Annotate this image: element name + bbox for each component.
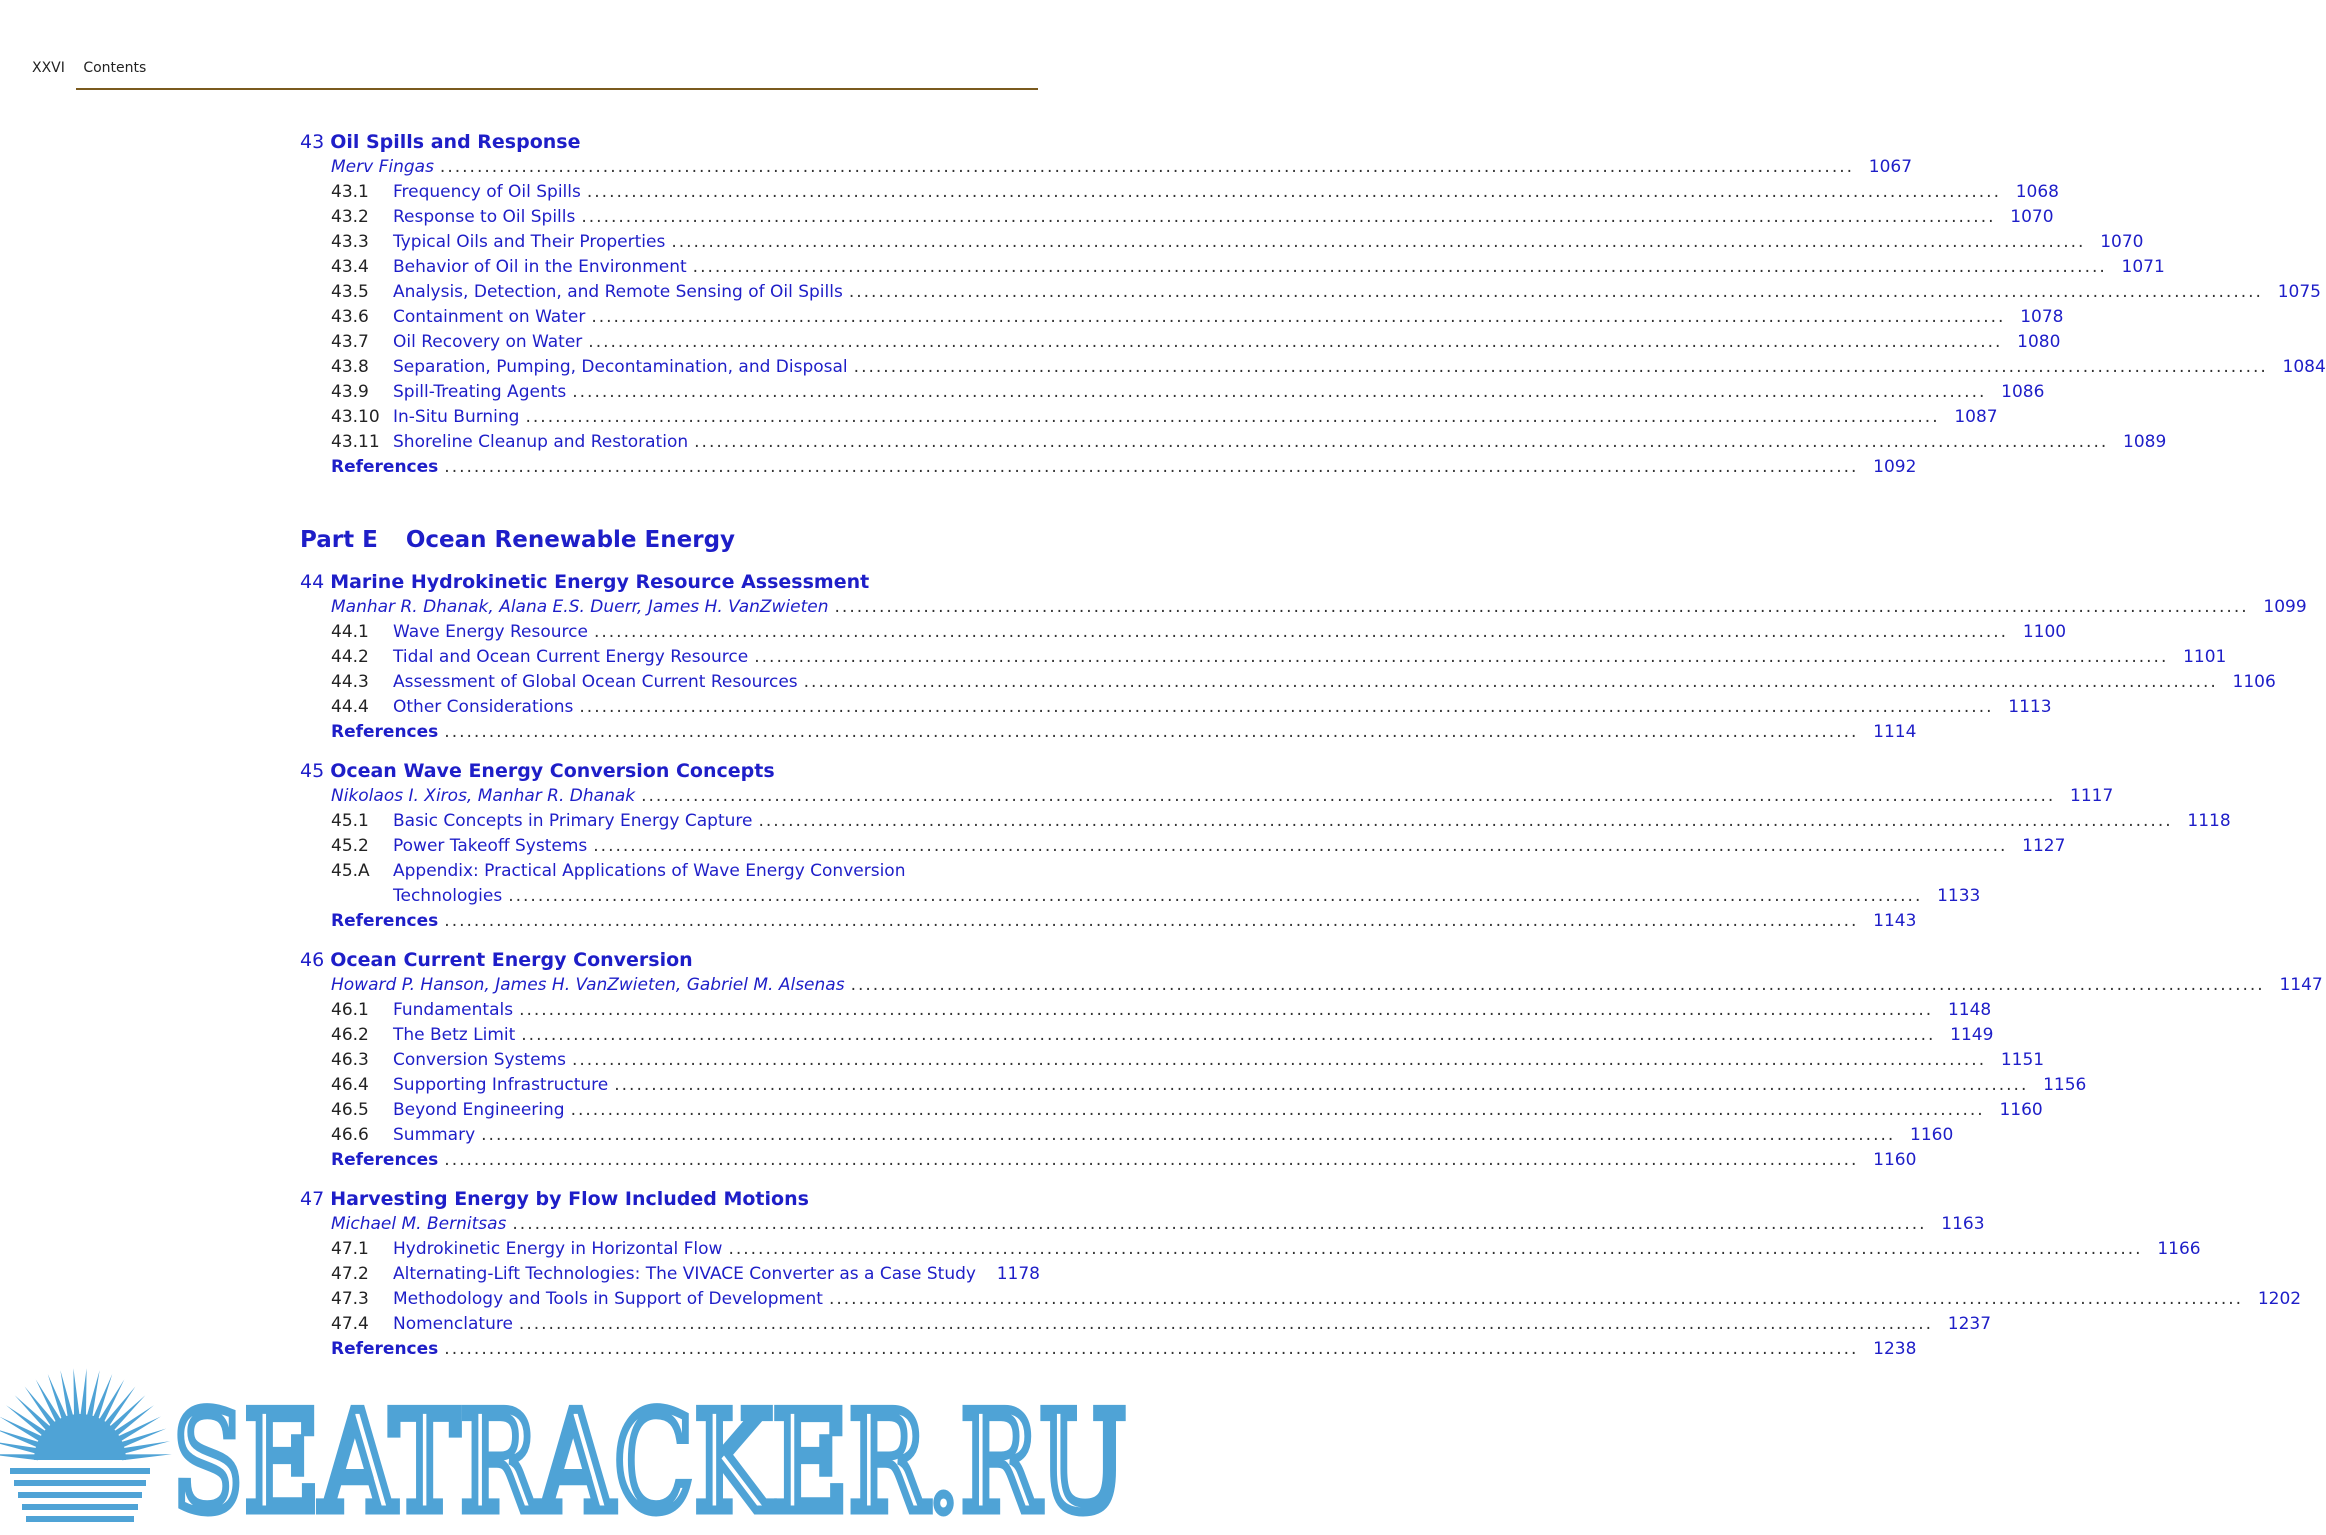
chapter-start-page[interactable]: 1099 xyxy=(2263,597,2307,617)
section-page[interactable]: 1178 xyxy=(996,1264,1040,1284)
chapter-entry xyxy=(300,570,2307,745)
section-page[interactable]: 1166 xyxy=(2157,1239,2201,1259)
section-number: 47.2 xyxy=(331,1264,369,1284)
dot-leader xyxy=(587,180,2001,205)
dot-leader xyxy=(512,1212,1926,1237)
section-page[interactable]: 1084 xyxy=(2282,357,2326,377)
dot-leader xyxy=(728,1237,2142,1262)
chapter-title-line[interactable] xyxy=(300,948,1038,973)
references-page[interactable]: 1143 xyxy=(1873,911,1917,931)
section-entry[interactable] xyxy=(300,1123,1954,1148)
section-entry[interactable] xyxy=(300,1048,2045,1073)
section-entry[interactable] xyxy=(300,355,2326,380)
chapter-title-line[interactable] xyxy=(300,570,1038,595)
section-entry[interactable] xyxy=(300,330,2061,355)
section-entry[interactable] xyxy=(300,380,2045,405)
chapter-authors[interactable]: Merv Fingas xyxy=(331,157,434,177)
references-entry[interactable] xyxy=(300,1337,1917,1362)
section-title[interactable]: Basic Concepts in Primary Energy Capture xyxy=(393,811,753,831)
section-title[interactable]: Supporting Infrastructure xyxy=(393,1075,609,1095)
table-of-contents xyxy=(300,130,2326,1376)
section-title[interactable]: Containment on Water xyxy=(393,307,586,327)
section-title[interactable]: Methodology and Tools in Support of Development xyxy=(393,1289,823,1309)
section-number: 44.4 xyxy=(331,697,369,717)
section-entry[interactable] xyxy=(300,670,2276,695)
section-title[interactable]: Spill-Treating Agents xyxy=(393,382,567,402)
dot-leader xyxy=(572,1048,1986,1073)
section-entry[interactable] xyxy=(300,255,2165,280)
chapter-authors[interactable]: Manhar R. Dhanak, Alana E.S. Duerr, James H. VanZwieten xyxy=(331,597,829,617)
section-number: 45.1 xyxy=(331,811,369,831)
chapter-title[interactable]: Marine Hydrokinetic Energy Resource Assessment xyxy=(330,571,870,593)
header-rule xyxy=(76,88,1038,90)
section-page[interactable]: 1237 xyxy=(1947,1314,1992,1334)
section-page[interactable]: 1070 xyxy=(2010,207,2054,227)
section-page[interactable]: 1075 xyxy=(2277,282,2321,302)
section-number: 44.3 xyxy=(331,672,369,692)
dot-leader xyxy=(694,430,2108,455)
chapter-number: 44 xyxy=(300,571,325,593)
section-entry[interactable] xyxy=(300,1023,1994,1048)
section-title[interactable]: Response to Oil Spills xyxy=(393,207,576,227)
running-header xyxy=(32,60,146,76)
section-number: 46.1 xyxy=(331,1000,369,1020)
chapter-title-line[interactable] xyxy=(300,130,1038,155)
section-page[interactable]: 1078 xyxy=(2020,307,2064,327)
dot-leader xyxy=(759,809,2173,834)
dot-leader xyxy=(804,670,2218,695)
section-number: 44.1 xyxy=(331,622,369,642)
section-page[interactable]: 1133 xyxy=(1937,886,1981,906)
dot-leader xyxy=(444,909,1858,934)
chapter-number: 46 xyxy=(300,949,325,971)
references-entry[interactable] xyxy=(300,1148,1917,1173)
section-title[interactable]: Separation, Pumping, Decontamination, and Disposal xyxy=(393,357,848,377)
section-entry[interactable] xyxy=(300,1287,2302,1312)
dot-leader xyxy=(829,1287,2243,1312)
dot-leader xyxy=(525,405,1939,430)
section-page[interactable]: 1127 xyxy=(2022,836,2066,856)
section-entry[interactable] xyxy=(300,1312,1992,1337)
section-entry[interactable] xyxy=(300,859,1038,884)
section-page[interactable]: 1071 xyxy=(2121,257,2165,277)
dot-leader xyxy=(440,155,1854,180)
section-title[interactable]: Typical Oils and Their Properties xyxy=(393,232,666,252)
chapter-start-page[interactable]: 1147 xyxy=(2279,975,2323,995)
section-page[interactable]: 1160 xyxy=(1910,1125,1954,1145)
chapter-title[interactable]: Oil Spills and Response xyxy=(330,131,581,153)
dot-leader xyxy=(614,1073,2028,1098)
section-number: 46.2 xyxy=(331,1025,369,1045)
chapter-entry xyxy=(300,1187,2302,1362)
section-page[interactable]: 1149 xyxy=(1950,1025,1994,1045)
references-entry[interactable] xyxy=(300,720,1917,745)
sun-logo-icon xyxy=(0,1368,172,1522)
section-entry[interactable] xyxy=(300,430,2167,455)
section-title[interactable]: Assessment of Global Ocean Current Resources xyxy=(393,672,798,692)
section-entry[interactable] xyxy=(300,809,2231,834)
dot-leader xyxy=(591,305,2005,330)
chapter-title-line[interactable] xyxy=(300,759,1038,784)
chapter-title[interactable]: Harvesting Energy by Flow Included Motions xyxy=(330,1188,809,1210)
dot-leader xyxy=(835,595,2249,620)
section-page[interactable]: 1068 xyxy=(2015,182,2059,202)
chapter-authors-line[interactable] xyxy=(300,155,1913,180)
section-entry[interactable] xyxy=(300,1262,1038,1287)
chapter-authors[interactable]: Michael M. Bernitsas xyxy=(331,1214,507,1234)
section-title[interactable]: Hydrokinetic Energy in Horizontal Flow xyxy=(393,1239,723,1259)
section-entry[interactable] xyxy=(300,695,2052,720)
dot-leader xyxy=(572,380,1986,405)
section-page[interactable]: 1087 xyxy=(1954,407,1998,427)
chapter-title-line[interactable] xyxy=(300,1187,1038,1212)
section-number: 43.6 xyxy=(331,307,369,327)
dot-leader xyxy=(481,1123,1895,1148)
dot-leader xyxy=(641,784,2055,809)
chapter-entry xyxy=(300,948,2323,1173)
section-number: 43.10 xyxy=(331,407,380,427)
references-page[interactable]: 1114 xyxy=(1873,722,1917,742)
part-title: Ocean Renewable Energy xyxy=(405,527,736,553)
section-page[interactable]: 1089 xyxy=(2123,432,2167,452)
references-entry[interactable] xyxy=(300,909,1917,934)
chapter-number: 43 xyxy=(300,131,325,153)
dot-leader xyxy=(444,1148,1858,1173)
chapter-entry xyxy=(300,759,2231,934)
references-page[interactable]: 1238 xyxy=(1873,1339,1917,1359)
section-page[interactable]: 1113 xyxy=(2008,697,2052,717)
dot-leader xyxy=(444,720,1858,745)
chapter-entry xyxy=(300,130,2326,480)
dot-leader xyxy=(849,280,2263,305)
references-label[interactable]: References xyxy=(331,457,439,477)
dot-leader xyxy=(444,1337,1858,1362)
section-page[interactable]: 1106 xyxy=(2232,672,2276,692)
section-entry[interactable] xyxy=(300,405,1998,430)
section-page[interactable]: 1086 xyxy=(2001,382,2045,402)
chapter-authors[interactable]: Howard P. Hanson, James H. VanZwieten, Gabriel M. Alsenas xyxy=(331,975,845,995)
section-entry[interactable] xyxy=(300,1073,2087,1098)
dot-leader xyxy=(588,330,2002,355)
dot-leader xyxy=(754,645,2168,670)
section-page[interactable]: 1070 xyxy=(2100,232,2144,252)
section-number: 47.4 xyxy=(331,1314,369,1334)
section-page[interactable]: 1151 xyxy=(2000,1050,2045,1070)
section-number: 43.5 xyxy=(331,282,369,302)
chapter-authors[interactable]: Nikolaos I. Xiros, Manhar R. Dhanak xyxy=(331,786,636,806)
section-page[interactable]: 1080 xyxy=(2017,332,2061,352)
chapter-start-page[interactable]: 1163 xyxy=(1941,1214,1985,1234)
chapter-number: 47 xyxy=(300,1188,325,1210)
section-number: 47.1 xyxy=(331,1239,369,1259)
chapter-authors-line[interactable] xyxy=(300,784,2114,809)
chapter-number: 45 xyxy=(300,760,325,782)
dot-leader xyxy=(579,695,1993,720)
dot-leader xyxy=(594,620,2008,645)
section-title[interactable]: Summary xyxy=(393,1125,476,1145)
dot-leader xyxy=(854,355,2268,380)
section-number: 46.5 xyxy=(331,1100,369,1120)
section-title[interactable]: Frequency of Oil Spills xyxy=(393,182,581,202)
section-title[interactable]: Beyond Engineering xyxy=(393,1100,565,1120)
section-title[interactable]: Other Considerations xyxy=(393,697,574,717)
section-number: 44.2 xyxy=(331,647,369,667)
dot-leader xyxy=(519,998,1933,1023)
watermark-text: SEATRACKER.RU xyxy=(172,1382,1127,1535)
dot-leader xyxy=(693,255,2107,280)
chapter-title[interactable]: Ocean Wave Energy Conversion Concepts xyxy=(330,760,775,782)
section-title[interactable]: Analysis, Detection, and Remote Sensing of Oil Spills xyxy=(393,282,843,302)
section-number: 46.4 xyxy=(331,1075,369,1095)
section-page[interactable]: 1100 xyxy=(2022,622,2067,642)
dot-leader xyxy=(581,205,1995,230)
section-title[interactable]: Appendix: Practical Applications of Wave Energy Conversion xyxy=(393,861,906,881)
section-entry[interactable] xyxy=(300,205,2054,230)
section-title[interactable]: Wave Energy Resource xyxy=(393,622,588,642)
references-entry[interactable] xyxy=(300,455,1917,480)
section-title-continued[interactable]: Technologies xyxy=(393,886,503,906)
section-title[interactable]: Alternating-Lift Technologies: The VIVACE Converter as a Case Study xyxy=(393,1264,976,1284)
dot-leader xyxy=(519,1312,1933,1337)
section-number: 43.2 xyxy=(331,207,369,227)
section-entry[interactable] xyxy=(300,280,2321,305)
section-entry[interactable] xyxy=(300,620,2067,645)
section-number: 46.3 xyxy=(331,1050,369,1070)
dot-leader xyxy=(571,1098,1985,1123)
section-page[interactable]: 1118 xyxy=(2187,811,2231,831)
dot-leader xyxy=(671,230,2085,255)
section-number: 43.3 xyxy=(331,232,369,252)
chapter-group-part-d xyxy=(300,130,2326,480)
section-title[interactable]: Nomenclature xyxy=(393,1314,513,1334)
section-title[interactable]: Shoreline Cleanup and Restoration xyxy=(393,432,689,452)
running-header-label: Contents xyxy=(83,60,147,76)
section-entry-continued[interactable] xyxy=(300,884,1981,909)
page-number-roman: XXVI xyxy=(32,60,65,76)
section-title[interactable]: In-Situ Burning xyxy=(393,407,520,427)
references-page[interactable]: 1092 xyxy=(1873,457,1917,477)
chapter-authors-line[interactable] xyxy=(300,595,2307,620)
section-title[interactable]: Conversion Systems xyxy=(393,1050,566,1070)
section-page[interactable]: 1156 xyxy=(2043,1075,2087,1095)
chapter-title[interactable]: Ocean Current Energy Conversion xyxy=(330,949,693,971)
references-label[interactable]: References xyxy=(331,1150,439,1170)
section-number: 43.9 xyxy=(331,382,369,402)
section-number: 43.7 xyxy=(331,332,369,352)
section-page[interactable]: 1101 xyxy=(2183,647,2227,667)
references-label[interactable]: References xyxy=(331,911,439,931)
watermark xyxy=(0,1360,1139,1535)
section-entry[interactable] xyxy=(300,305,2064,330)
section-number: 46.6 xyxy=(331,1125,369,1145)
section-number: 45.A xyxy=(331,861,370,881)
section-title[interactable]: Power Takeoff Systems xyxy=(393,836,588,856)
dot-leader xyxy=(508,884,1922,909)
chapter-start-page[interactable]: 1067 xyxy=(1868,157,1913,177)
section-title[interactable]: Fundamentals xyxy=(393,1000,514,1020)
section-number: 43.4 xyxy=(331,257,369,277)
chapter-authors-line[interactable] xyxy=(300,1212,1985,1237)
part-heading[interactable] xyxy=(300,520,1038,560)
section-number: 43.11 xyxy=(331,432,380,452)
section-number: 45.2 xyxy=(331,836,369,856)
section-entry[interactable] xyxy=(300,230,2144,255)
section-entry[interactable] xyxy=(300,998,1992,1023)
section-title[interactable]: Behavior of Oil in the Environment xyxy=(393,257,687,277)
section-entry[interactable] xyxy=(300,180,2059,205)
dot-leader xyxy=(444,455,1858,480)
section-number: 47.3 xyxy=(331,1289,369,1309)
dot-leader xyxy=(521,1023,1935,1048)
section-page[interactable]: 1160 xyxy=(1999,1100,2043,1120)
section-entry[interactable] xyxy=(300,1237,2201,1262)
section-title[interactable]: The Betz Limit xyxy=(393,1025,516,1045)
section-number: 43.8 xyxy=(331,357,369,377)
section-entry[interactable] xyxy=(300,645,2227,670)
part-label: Part E xyxy=(300,527,378,553)
references-page[interactable]: 1160 xyxy=(1873,1150,1917,1170)
section-number: 43.1 xyxy=(331,182,369,202)
references-label[interactable]: References xyxy=(331,722,439,742)
section-entry[interactable] xyxy=(300,1098,2043,1123)
dot-leader xyxy=(851,973,2265,998)
chapter-start-page[interactable]: 1117 xyxy=(2070,786,2114,806)
chapter-authors-line[interactable] xyxy=(300,973,2323,998)
chapter-group-part-e xyxy=(300,570,2323,1362)
dot-leader xyxy=(593,834,2007,859)
section-page[interactable]: 1148 xyxy=(1947,1000,1992,1020)
section-title[interactable]: Oil Recovery on Water xyxy=(393,332,583,352)
references-label[interactable]: References xyxy=(331,1339,439,1359)
section-entry[interactable] xyxy=(300,834,2066,859)
section-title[interactable]: Tidal and Ocean Current Energy Resource xyxy=(393,647,749,667)
section-page[interactable]: 1202 xyxy=(2257,1289,2302,1309)
